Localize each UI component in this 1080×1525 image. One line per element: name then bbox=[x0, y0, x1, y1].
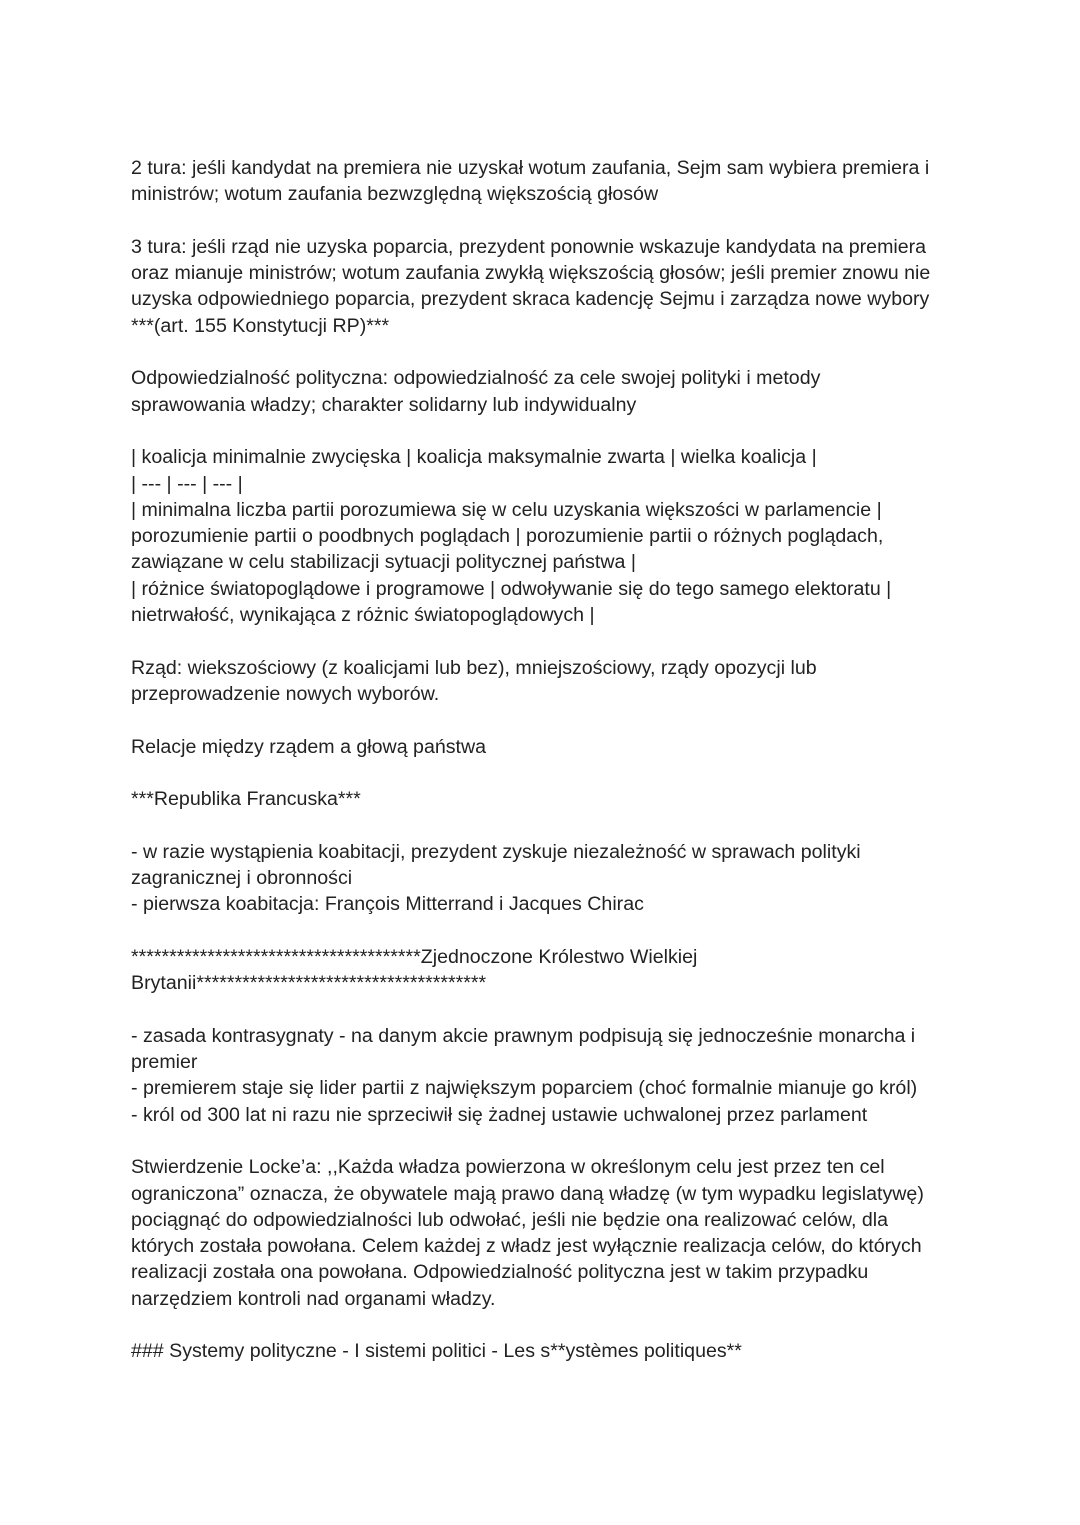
text-line: Brytanii************************************** bbox=[131, 972, 487, 995]
text-line: | koalicja minimalnie zwycięska | koalicja maksymalnie zwarta | wielka koalicja | bbox=[131, 446, 817, 469]
text-line: 3 tura: jeśli rząd nie uzyska poparcia, prezydent ponownie wskazuje kandydata na premiera bbox=[131, 235, 927, 258]
paragraph-relacje bbox=[131, 734, 951, 760]
paragraph-rzad bbox=[131, 655, 951, 708]
text-line: Stwierdzenie Locke’a: ,,Każda władza powierzona w określonym celu jest przez ten cel bbox=[131, 1156, 885, 1179]
text-line: Relacje między rządem a głową państwa bbox=[131, 735, 487, 758]
paragraph-tura-2 bbox=[131, 155, 951, 208]
text-line: - pierwsza koabitacja: François Mitterrand i Jacques Chirac bbox=[131, 893, 644, 916]
text-line: zagranicznej i obronności bbox=[131, 867, 353, 890]
text-line: uzyska odpowiedniego poparcia, prezydent skraca kadencję Sejmu i zarządza nowe wybory bbox=[131, 288, 930, 311]
text-line: porozumienie partii o poodbnych poglądach | porozumienie partii o różnych poglądach, bbox=[131, 525, 884, 548]
text-line: | różnice światopoglądowe i programowe | odwoływanie się do tego samego elektoratu | bbox=[131, 577, 892, 600]
text-line: oraz mianuje ministrów; wotum zaufania zwykłą większością głosów; jeśli premier znowu nie bbox=[131, 262, 931, 285]
text-line: - w razie wystąpienia koabitacji, prezydent zyskuje niezależność w sprawach polityki bbox=[131, 840, 861, 863]
paragraph-koalicje-table bbox=[131, 444, 951, 628]
text-line: nietrwałość, wynikająca z różnic światopoglądowych | bbox=[131, 604, 595, 627]
paragraph-odpowiedzialnosc bbox=[131, 365, 951, 418]
text-line: zawiązane w celu stabilizacji sytuacji politycznej państwa | bbox=[131, 551, 636, 574]
text-line: 2 tura: jeśli kandydat na premiera nie uzyskał wotum zaufania, Sejm sam wybiera premiera i bbox=[131, 157, 930, 179]
text-line: ***(art. 155 Konstytucji RP)*** bbox=[131, 314, 390, 337]
paragraph-locke bbox=[131, 1154, 951, 1312]
text-line: ograniczona” oznacza, że obywatele mają prawo daną władzę (w tym wypadku legislatywę) bbox=[131, 1182, 924, 1205]
text-line: których została powołana. Celem każdej z władz jest wyłącznie realizacja celów, do których bbox=[131, 1235, 922, 1258]
text-line: pociągnąć do odpowiedzialności lub odwołać, jeśli nie będzie ona realizować celów, dla bbox=[131, 1208, 889, 1231]
paragraph-kontrasygnata bbox=[131, 1023, 951, 1128]
paragraph-systemy-heading bbox=[131, 1338, 951, 1364]
text-line: ministrów; wotum zaufania bezwzględną większością głosów bbox=[131, 183, 659, 206]
text-line: | minimalna liczba partii porozumiewa się w celu uzyskania większości w parlamencie | bbox=[131, 498, 882, 521]
text-line: ### Systemy polityczne - I sistemi politici - Les s**ystèmes politiques** bbox=[131, 1340, 742, 1363]
text-line: premier bbox=[131, 1051, 198, 1074]
paragraph-koabitacja bbox=[131, 839, 951, 918]
text-line: **************************************Zjednoczone Królestwo Wielkiej bbox=[131, 945, 698, 968]
text-line: Rząd: wiekszościowy (z koalicjami lub bez), mniejszościowy, rządy opozycji lub bbox=[131, 656, 817, 679]
text-line: - zasada kontrasygnaty - na danym akcie prawnym podpisują się jednocześnie monarcha i bbox=[131, 1024, 916, 1047]
paragraph-tura-3 bbox=[131, 234, 951, 339]
text-line: - król od 300 lat ni razu nie sprzeciwił się żadnej ustawie uchwalonej przez parlament bbox=[131, 1103, 868, 1126]
text-line: sprawowania władzy; charakter solidarny lub indywidualny bbox=[131, 393, 637, 416]
text-line: ***Republika Francuska*** bbox=[131, 788, 361, 811]
paragraph-republika-francuska bbox=[131, 786, 951, 812]
document-page bbox=[131, 155, 951, 1391]
paragraph-zjednoczone-krolestwo bbox=[131, 944, 951, 997]
text-line: realizacji została ona powołana. Odpowiedzialność polityczna jest w takim przypadku bbox=[131, 1261, 869, 1284]
text-line: narzędziem kontroli nad organami władzy. bbox=[131, 1287, 496, 1310]
text-line: przeprowadzenie nowych wyborów. bbox=[131, 682, 440, 705]
text-line: - premierem staje się lider partii z największym poparciem (choć formalnie mianuje go król) bbox=[131, 1077, 918, 1100]
text-line: Odpowiedzialność polityczna: odpowiedzialność za cele swojej polityki i metody bbox=[131, 367, 821, 390]
text-line: | --- | --- | --- | bbox=[131, 472, 243, 495]
